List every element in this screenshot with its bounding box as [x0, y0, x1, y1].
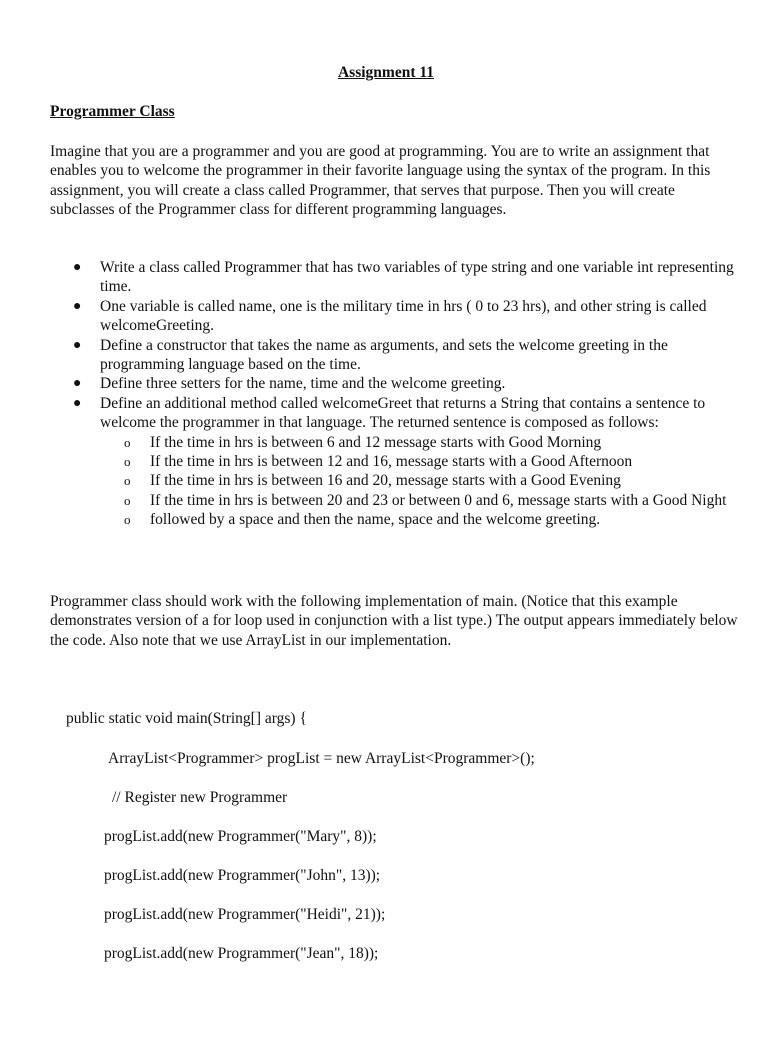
- requirements-list: [50, 258, 740, 530]
- bullet-icon: ●: [73, 298, 82, 314]
- list-item-text: One variable is called name, one is the military time in hrs ( 0 to 23 hrs), and other string is called welcomeGreeting.: [100, 297, 707, 335]
- list-item: [50, 394, 740, 530]
- sub-list-item-text: If the time in hrs is between 6 and 12 message starts with Good Morning: [150, 433, 602, 451]
- circle-bullet-icon: o: [124, 434, 131, 450]
- sub-list-item: [100, 491, 740, 510]
- sub-list-item: [100, 471, 740, 490]
- list-item: [50, 336, 740, 375]
- list-item: [50, 297, 740, 336]
- document-title: Assignment 11: [337, 64, 435, 81]
- sub-list-item-text: If the time in hrs is between 16 and 20, message starts with a Good Evening: [150, 472, 621, 490]
- bullet-icon: ●: [73, 376, 82, 392]
- section-heading: Programmer Class: [50, 103, 175, 120]
- sub-list-item: [100, 510, 740, 529]
- code-line-add-jean: progList.add(new Programmer("Jean", 18));: [104, 945, 379, 962]
- sub-list-item: [100, 452, 740, 471]
- code-line-add-john: progList.add(new Programmer("John", 13));: [104, 867, 381, 884]
- circle-bullet-icon: o: [124, 512, 131, 528]
- code-line-add-mary: progList.add(new Programmer("Mary", 8));: [104, 828, 377, 845]
- list-item: [50, 258, 740, 297]
- code-line-comment: // Register new Programmer: [112, 789, 288, 806]
- bullet-icon: ●: [73, 337, 82, 353]
- code-line-arraylist: ArrayList<Programmer> progList = new ArrayList<Programmer>();: [108, 750, 535, 767]
- list-item-text: Define an additional method called welcomeGreet that returns a String that contains a sentence to welcome the programmer in that language. The returned sentence is composed as follows:: [100, 394, 706, 432]
- code-line-add-heidi: progList.add(new Programmer("Heidi", 21));: [104, 906, 386, 923]
- sub-list-item-text: followed by a space and then the name, space and the welcome greeting.: [150, 511, 601, 529]
- sub-list-item-text: If the time in hrs is between 12 and 16, message starts with a Good Afternoon: [150, 453, 633, 471]
- bullet-icon: ●: [73, 260, 82, 275]
- list-item-text: Define a constructor that takes the name as arguments, and sets the welcome greeting in the programming language based on the time.: [100, 336, 668, 374]
- list-item: [50, 374, 740, 393]
- list-item-text: Define three setters for the name, time and the welcome greeting.: [100, 375, 506, 393]
- sub-list-item: [100, 433, 740, 452]
- closing-paragraph: Programmer class should work with the following implementation of main. (Notice that this example demonstrates version of a for loop used in conjunction with a list type.) The output appears immediately below the code. Also note that we use ArrayList in our implementation.: [50, 593, 738, 649]
- greeting-rules-list: [100, 433, 740, 530]
- circle-bullet-icon: o: [124, 492, 131, 508]
- code-line-main-signature: public static void main(String[] args) {: [66, 710, 307, 727]
- sub-list-item-text: If the time in hrs is between 20 and 23 or between 0 and 6, message starts with a Good Night: [150, 491, 727, 509]
- circle-bullet-icon: o: [124, 454, 131, 470]
- circle-bullet-icon: o: [124, 473, 131, 489]
- intro-paragraph: Imagine that you are a programmer and you are good at programming. You are to write an assignment that enables you to welcome the programmer in their favorite language using the syntax of the program. In this assignment, you will create a class called Programmer, that serves that purpose. Then you will create subclasses of the Programmer class for different programming languages.: [50, 143, 711, 219]
- bullet-icon: ●: [73, 395, 82, 411]
- list-item-text: Write a class called Programmer that has two variables of type string and one variable int representing time.: [100, 259, 734, 296]
